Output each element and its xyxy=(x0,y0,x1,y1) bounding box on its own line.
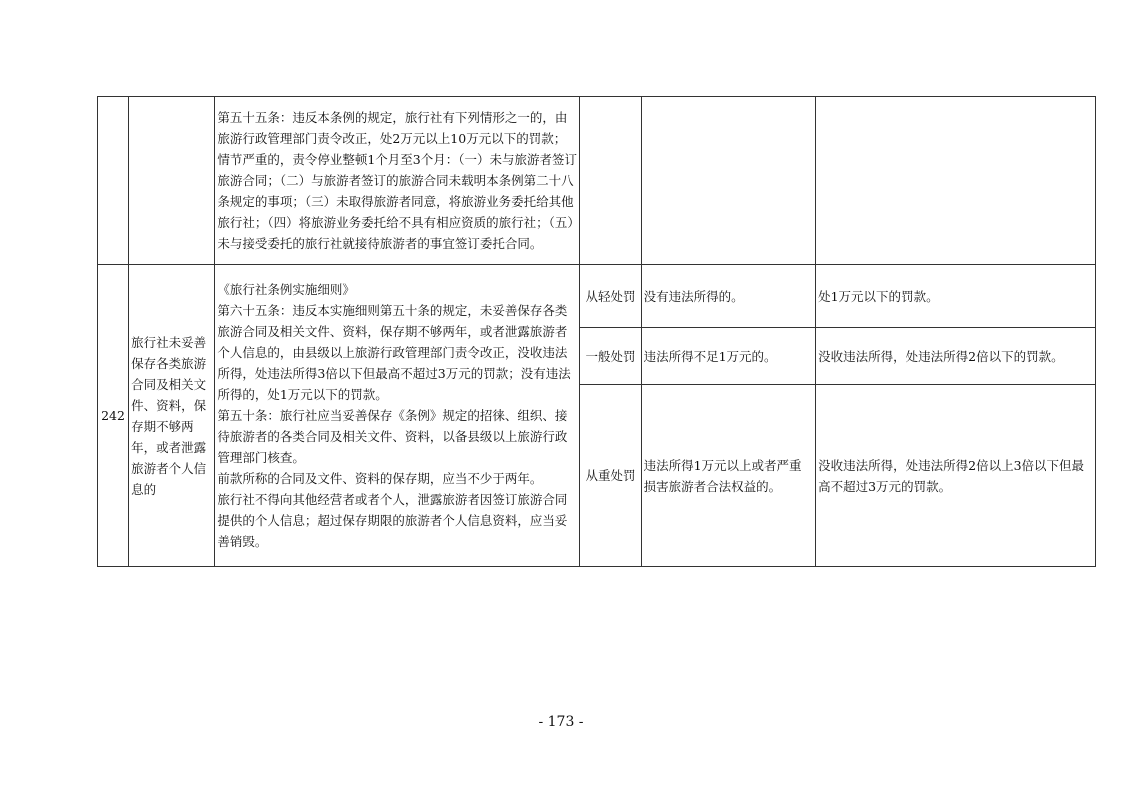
violation-matter-cell: 旅行社未妥善保存各类旅游合同及相关文件、资料，保存期不够两年，或者泄露旅游者个人信息的 xyxy=(129,265,215,567)
penalty-level-cell: 从重处罚 xyxy=(580,385,641,567)
situation-cell: 没有违法所得的。 xyxy=(641,265,816,328)
legal-basis-cell xyxy=(215,97,580,265)
item-number-cell: 242 xyxy=(98,265,129,567)
item-number-cell xyxy=(98,97,129,265)
legal-basis-paragraph: 旅行社不得向其他经营者或者个人，泄露旅游者因签订旅游合同提供的个人信息；超过保存期限的旅游者个人信息资料，应当妥善销毁。 xyxy=(217,492,568,549)
situation-cell: 违法所得1万元以上或者严重损害旅游者合法权益的。 xyxy=(641,385,816,567)
legal-basis-paragraph: 第五十五条：违反本条例的规定，旅行社有下列情形之一的，由旅游行政管理部门责令改正，处2万元以上10万元以下的罚款；情节严重的，责令停业整顿1个月至3个月：（一）未与旅游者签订旅游合同；（二）与旅游者签订的旅游合同未载明本条例第二十八条规定的事项；（三）未取得旅游者同意，将旅游业务委托给其他旅行社；（四）将旅游业务委托给不具有相应资质的旅行社；（五）未与接受委托的旅行社就接待旅游者的事宜签订委托合同。 xyxy=(217,110,577,251)
penalty-level-cell: 一般处罚 xyxy=(580,328,641,385)
penalty-standard-cell: 没收违法所得，处违法所得2倍以上3倍以下但最高不超过3万元的罚款。 xyxy=(816,385,1096,567)
penalty-standard-cell: 处1万元以下的罚款。 xyxy=(816,265,1096,328)
page-number: - 173 - xyxy=(538,714,584,730)
penalty-level-cell: 从轻处罚 xyxy=(580,265,641,328)
legal-basis-paragraph: 前款所称的合同及文件、资料的保存期，应当不少于两年。 xyxy=(217,471,543,486)
legal-basis-paragraph: 第五十条：旅行社应当妥善保存《条例》规定的招徕、组织、接待旅游者的各类合同及相关文件、资料，以备县级以上旅游行政管理部门核查。 xyxy=(217,408,568,465)
violation-matter-cell xyxy=(129,97,215,265)
table-row xyxy=(98,265,1096,328)
legal-basis-cell xyxy=(215,265,580,567)
penalty-standard-cell: 没收违法所得，处违法所得2倍以下的罚款。 xyxy=(816,328,1096,385)
penalty-standard-cell xyxy=(816,97,1096,265)
situation-cell: 违法所得不足1万元的。 xyxy=(641,328,816,385)
penalty-table xyxy=(97,96,1096,567)
table-row xyxy=(98,97,1096,265)
situation-cell xyxy=(641,97,816,265)
legal-basis-paragraph: 第六十五条：违反本实施细则第五十条的规定，未妥善保存各类旅游合同及相关文件、资料，保存期不够两年，或者泄露旅游者个人信息的，由县级以上旅游行政管理部门责令改正，没收违法所得，处违法所得3倍以下但最高不超过3万元的罚款；没有违法所得的，处1万元以下的罚款。 xyxy=(217,303,571,402)
regulation-title: 《旅行社条例实施细则》 xyxy=(217,282,355,297)
penalty-level-cell xyxy=(580,97,641,265)
